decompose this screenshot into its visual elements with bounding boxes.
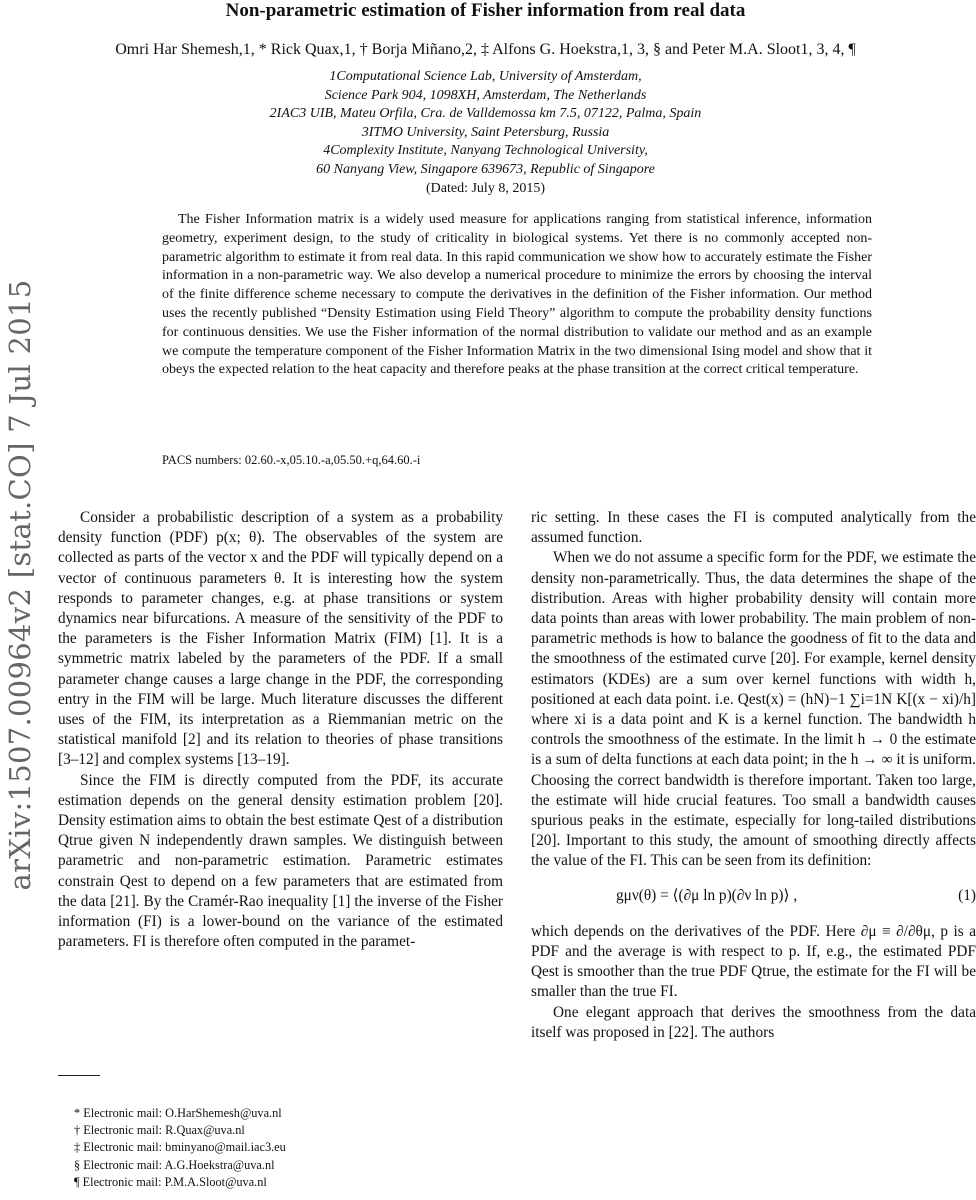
affiliations — [60, 68, 911, 198]
paper-title: Non-parametric estimation of Fisher information from real data — [225, 0, 746, 21]
arxiv-stamp — [0, 0, 40, 1200]
paragraph: Since the FIM is directly computed from the PDF, its accurate estimation depends on the general density estimation problem [20]. Density estimation aims to obtain the best estimate Qest of a distribution Qtrue given N independently drawn samples. We distinguish between parametric and non-parametric estimation. Parametric estimates constrain Qest to depend on a few parameters that are estimated from the data [21]. By the Cramér-Rao inequality [1] the inverse of the Fisher information (FI) is a lower-bound on the variance of the estimated parameters. FI is therefore often computed in the paramet- — [58, 771, 503, 951]
paragraph: ric setting. In these cases the FI is computed analytically from the assumed function. — [531, 509, 976, 547]
paragraph: When we do not assume a specific form for the PDF, we estimate the density non-parametrically. Thus, the data determines the shape of the distribution. Areas with higher probability density will contain more data points than areas with lower probability. The main problem of non-parametric methods is how to balance the goodness of fit to the data and the smoothness of the estimated curve [20]. For example, kernel density estimators (KDEs) are a sum over kernel functions with width h, positioned at each data point. i.e. Qest(x) = (hN)−1 ∑i=1N K[(x − xi)/h] where xi is a data point and K is a kernel function. The bandwidth h controls the smoothness of the estimate. In the limit h → 0 the estimate is a sum of delta functions at each data point; in the h → ∞ it is uniform. Choosing the correct bandwidth is therefore important. Taken too large, the estimate will hide crucial features. Too small a bandwidth causes spurious peaks in the estimate, especially for long-tailed distributions [20]. Important to this study, the amount of smoothing directly affects the value of the FI. This can be seen from its definition: — [531, 549, 976, 870]
pacs-numbers: PACS numbers: 02.60.-x,05.10.-a,05.50.+q,64.60.-i — [162, 453, 421, 467]
dated-line: (Dated: July 8, 2015) — [426, 180, 545, 196]
footnote: ¶ Electronic mail: P.M.A.Sloot@uva.nl — [74, 1174, 267, 1189]
equation-1 — [531, 886, 976, 906]
affiliation-line: 1Computational Science Lab, University of Amsterdam, — [329, 69, 642, 84]
affiliation-line: 3ITMO University, Saint Petersburg, Russia — [361, 124, 610, 140]
paragraph: which depends on the derivatives of the PDF. Here ∂μ ≡ ∂/∂θμ, p is a PDF and the average is with respect to p. If, e.g., the estimated PDF Qest is smoother than the true PDF Qtrue, the estimate for the FI will be smaller than the true FI. — [531, 922, 976, 1001]
affiliation-line: 60 Nanyang View, Singapore 639673, Republic of Singapore — [316, 161, 655, 177]
footnotes — [58, 1105, 503, 1191]
arxiv-id: arXiv:1507.00964v2 [stat.CO] 7 Jul 2015 — [3, 279, 37, 891]
affiliation-line: Science Park 904, 1098XH, Amsterdam, The Netherlands — [324, 87, 647, 103]
paragraph: Consider a probabilistic description of a system as a probability density function (PDF) p(x; θ). The observables of the system are collected as parts of the vector x and the PDF will typically depend on a vector of continuous parameters θ. It is interesting how the system responds to parameter changes, e.g. at phase transitions or system dynamics near bifurcations. A measure of the sensitivity of the PDF to the parameters is the Fisher Information Matrix (FIM) [1]. It is a symmetric matrix labeled by the parameters of the PDF. If a small parameter change causes a large change in the PDF, the corresponding entry in the FIM will be large. Much literature discusses the different uses of the FIM, its interpretation as a Riemmanian metric on the statistical manifold [2] and its relation to theories of phase transitions [3–12] and complex systems [13–19]. — [58, 509, 503, 769]
abstract-text: The Fisher Information matrix is a widely used measure for applications ranging from statistical inference, information geometry, experiment design, to the study of criticality in biological systems. Yet there is no commonly accepted non-parametric algorithm to estimate it from real data. In this rapid communication we show how to accurately estimate the Fisher information in a non-parametric way. We also develop a numerical procedure to minimize the errors by choosing the interval of the finite difference scheme necessary to compute the derivatives in the definition of the Fisher information. Our method uses the recently published “Density Estimation using Field Theory” algorithm to compute the probability density functions for continuous densities. We use the Fisher information of the normal distribution to validate our method and as an example we compute the temperature component of the Fisher Information Matrix in the two dimensional Ising model and show that it obeys the expected relation to the heat capacity and therefore peaks at the phase transition at the correct critical temperature. — [162, 212, 872, 378]
right-column — [531, 508, 976, 1043]
footnote: § Electronic mail: A.G.Hoekstra@uva.nl — [74, 1157, 275, 1172]
author-list: Omri Har Shemesh,1, * Rick Quax,1, † Borja Miñano,2, ‡ Alfons G. Hoekstra,1, 3, § and Peter M.A. Sloot1, 3, 4, ¶ — [115, 41, 856, 58]
footnote-divider — [58, 1075, 100, 1076]
affiliation-line: 4Complexity Institute, Nanyang Technological University, — [323, 143, 648, 159]
footnote: † Electronic mail: R.Quax@uva.nl — [74, 1123, 245, 1138]
left-column — [58, 508, 503, 952]
footnote: * Electronic mail: O.HarShemesh@uva.nl — [74, 1106, 282, 1120]
footnote: ‡ Electronic mail: bminyano@mail.iac3.eu — [74, 1140, 286, 1155]
abstract — [162, 211, 872, 380]
equation-number: (1) — [958, 886, 976, 904]
affiliation-line: 2IAC3 UIB, Mateu Orfila, Cra. de Valldemossa km 7.5, 07122, Palma, Spain — [269, 106, 702, 122]
paragraph: One elegant approach that derives the smoothness from the data itself was proposed in [22]. The authors — [531, 1003, 976, 1041]
equation-body: gμν(θ) = ⟨(∂μ ln p)(∂ν ln p)⟩ , — [616, 886, 798, 904]
